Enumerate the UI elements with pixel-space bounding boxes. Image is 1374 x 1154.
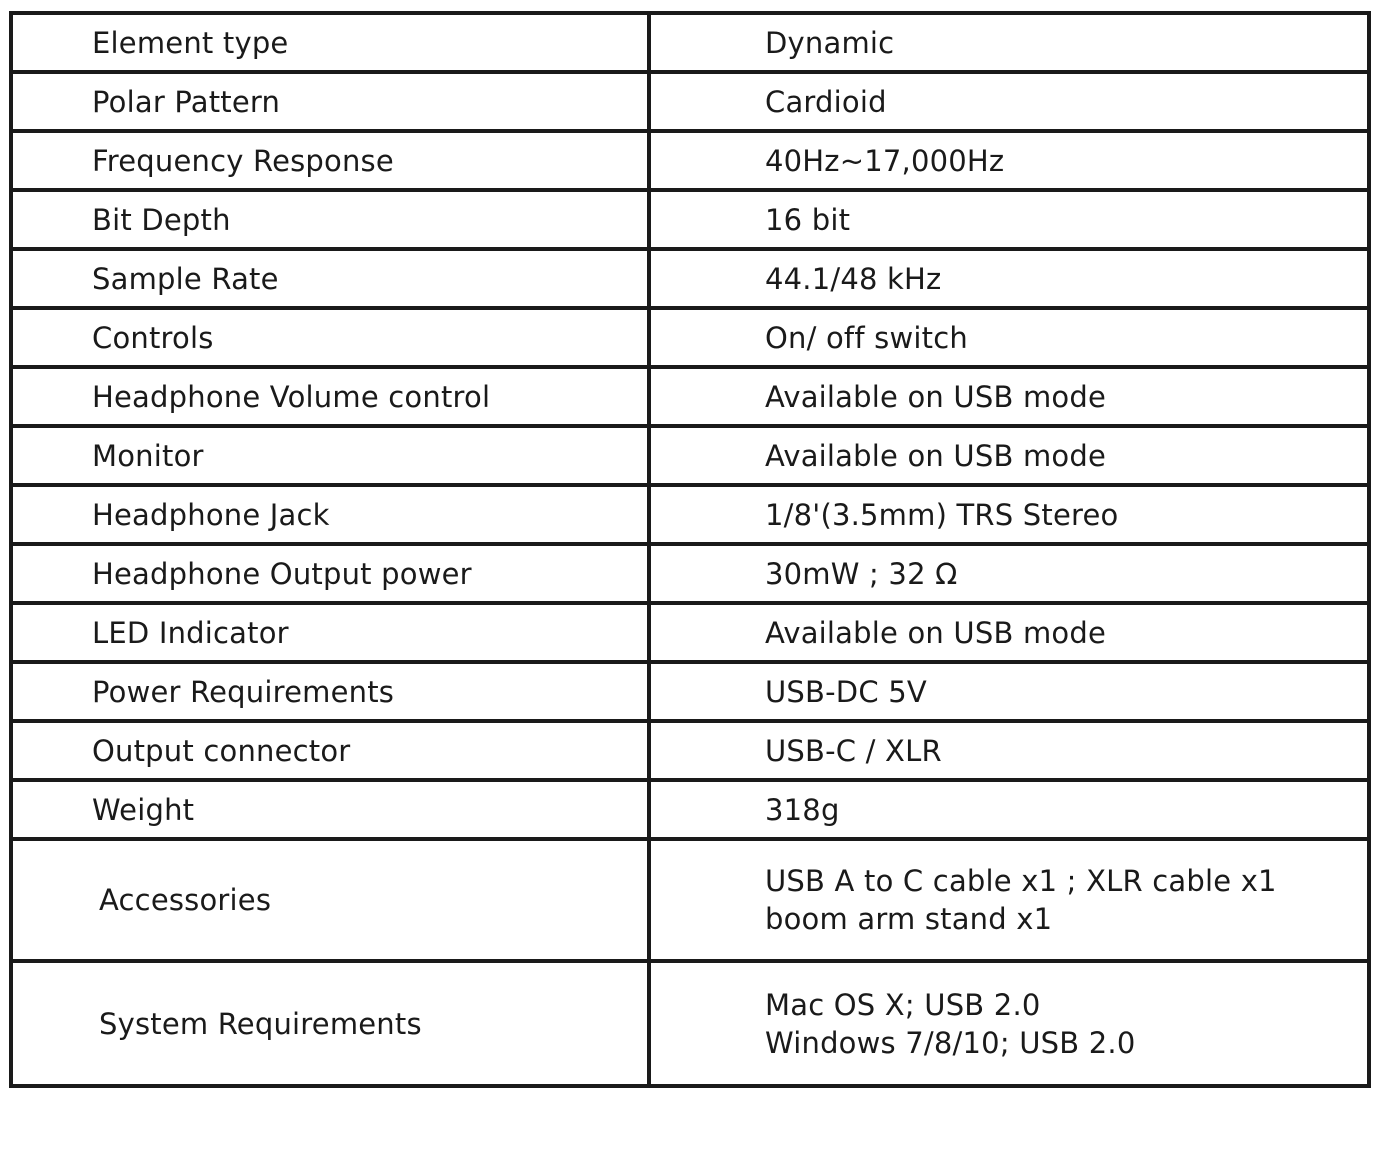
- spec-value-line: Cardioid: [765, 84, 887, 119]
- spec-value: [649, 961, 1369, 1086]
- spec-label: Weight: [11, 780, 649, 839]
- spec-value-line: 40Hz~17,000Hz: [765, 143, 1005, 178]
- spec-label: Polar Pattern: [11, 72, 649, 131]
- spec-row-frequency-response: [11, 131, 1369, 190]
- spec-table: [9, 11, 1371, 1088]
- spec-value-line: Available on USB mode: [765, 438, 1107, 473]
- spec-label: LED Indicator: [11, 603, 649, 662]
- spec-label: Headphone Jack: [11, 485, 649, 544]
- spec-value-line: 30mW ; 32 Ω: [765, 556, 958, 591]
- spec-label: Headphone Volume control: [11, 367, 649, 426]
- spec-label: Output connector: [11, 721, 649, 780]
- spec-value-line: Available on USB mode: [765, 615, 1107, 650]
- spec-row-sample-rate: [11, 249, 1369, 308]
- spec-row-system-requirements: [11, 961, 1369, 1086]
- spec-row-headphone-volume-control: [11, 367, 1369, 426]
- spec-value-line: boom arm stand x1: [765, 902, 1053, 936]
- spec-label: Accessories: [11, 839, 649, 961]
- spec-value-line: 44.1/48 kHz: [765, 261, 942, 296]
- spec-value: [649, 780, 1369, 839]
- spec-value-line: USB A to C cable x1 ; XLR cable x1: [765, 864, 1277, 898]
- spec-row-headphone-jack: [11, 485, 1369, 544]
- spec-row-power-requirements: [11, 662, 1369, 721]
- spec-value-line: Windows 7/8/10; USB 2.0: [765, 1025, 1136, 1060]
- spec-value: [649, 721, 1369, 780]
- spec-label: Power Requirements: [11, 662, 649, 721]
- spec-row-element-type: [11, 13, 1369, 72]
- spec-row-monitor: [11, 426, 1369, 485]
- spec-value-line: Mac OS X; USB 2.0: [765, 987, 1041, 1022]
- spec-row-polar-pattern: [11, 72, 1369, 131]
- spec-value: [649, 485, 1369, 544]
- spec-value: [649, 426, 1369, 485]
- spec-value-line: Available on USB mode: [765, 379, 1107, 414]
- spec-value-line: 318g: [765, 792, 840, 827]
- spec-label: Monitor: [11, 426, 649, 485]
- spec-row-accessories: [11, 839, 1369, 961]
- spec-value: [649, 131, 1369, 190]
- spec-label: System Requirements: [11, 961, 649, 1086]
- spec-label: Bit Depth: [11, 190, 649, 249]
- spec-value-line: On/ off switch: [765, 320, 968, 355]
- spec-row-headphone-output-power: [11, 544, 1369, 603]
- spec-value: [649, 72, 1369, 131]
- spec-value: [649, 839, 1369, 961]
- spec-value: [649, 308, 1369, 367]
- spec-value: [649, 13, 1369, 72]
- spec-label: Headphone Output power: [11, 544, 649, 603]
- spec-value-line: 1/8'(3.5mm) TRS Stereo: [765, 497, 1119, 532]
- spec-value: [649, 249, 1369, 308]
- spec-label: Frequency Response: [11, 131, 649, 190]
- spec-label: Controls: [11, 308, 649, 367]
- spec-value-line: USB-DC 5V: [765, 674, 927, 709]
- spec-value: [649, 544, 1369, 603]
- spec-value-line: 16 bit: [765, 202, 851, 237]
- spec-value: [649, 603, 1369, 662]
- spec-value-line: Dynamic: [765, 25, 895, 60]
- spec-value: [649, 190, 1369, 249]
- spec-row-weight: [11, 780, 1369, 839]
- spec-row-bit-depth: [11, 190, 1369, 249]
- spec-row-led-indicator: [11, 603, 1369, 662]
- spec-label: Sample Rate: [11, 249, 649, 308]
- spec-row-controls: [11, 308, 1369, 367]
- spec-label: Element type: [11, 13, 649, 72]
- spec-value: [649, 662, 1369, 721]
- spec-value-line: USB-C / XLR: [765, 733, 942, 768]
- spec-row-output-connector: [11, 721, 1369, 780]
- spec-value: [649, 367, 1369, 426]
